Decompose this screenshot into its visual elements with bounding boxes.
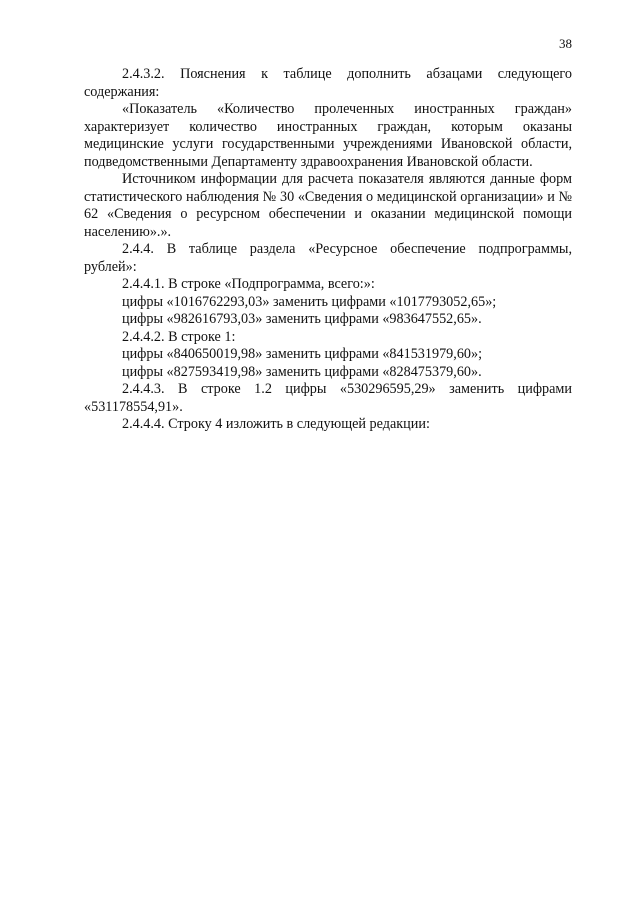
document-body — [84, 66, 572, 434]
paragraph-2-4-4-1: 2.4.4.1. В строке «Подпрограмма, всего:»: — [122, 276, 375, 292]
paragraph-indicator-definition: «Показатель «Количество пролеченных иностранных граждан» характеризует количество иностранных граждан, которым оказаны медицинские услуги государственными учреждениями Ивановской области, подведомственными Департаменту здравоохранения Ивановской области. — [84, 101, 572, 170]
paragraph-information-source: Источником информации для расчета показателя являются данные форм статистического наблюдения № 30 «Сведения о медицинской организации» и № 62 «Сведения о ресурсном обеспечении и оказании медицинской помощи населению».». — [84, 171, 572, 240]
replacement-line-3: цифры «840650019,98» заменить цифрами «841531979,60»; — [122, 346, 483, 362]
replacement-line-1: цифры «1016762293,03» заменить цифрами «1017793052,65»; — [122, 293, 497, 310]
paragraph-2-4-4-3: 2.4.4.3. В строке 1.2 цифры «530296595,29» заменить цифрами «531178554,91». — [84, 381, 572, 415]
paragraph-2-4-4: 2.4.4. В таблице раздела «Ресурсное обеспечение подпрограммы, рублей»: — [84, 241, 572, 275]
paragraph-2-4-4-2: 2.4.4.2. В строке 1: — [122, 328, 236, 345]
replacement-line-2: цифры «982616793,03» заменить цифрами «983647552,65». — [122, 311, 482, 327]
paragraph-2-4-4-4: 2.4.4.4. Строку 4 изложить в следующей редакции: — [122, 416, 430, 432]
paragraph-2-4-3-2: 2.4.3.2. Пояснения к таблице дополнить абзацами следующего содержания: — [84, 66, 572, 100]
replacement-line-4: цифры «827593419,98» заменить цифрами «828475379,60». — [122, 363, 482, 380]
page-number: 38 — [559, 36, 572, 51]
